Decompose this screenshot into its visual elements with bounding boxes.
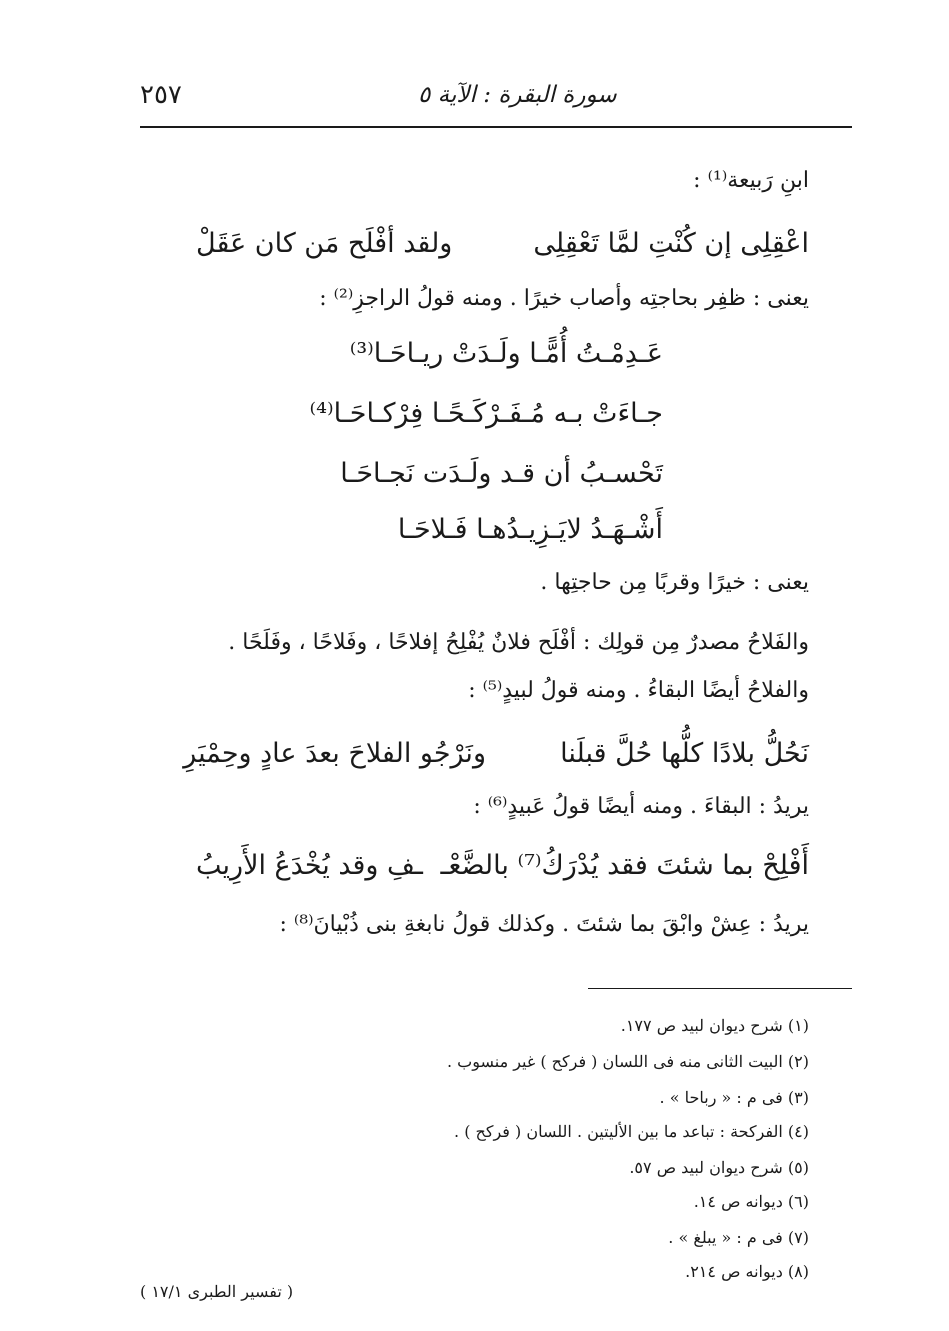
commentary-line: يعنى : ظفِر بحاجتِه وأصاب خيرًا . ومنه قولُ الراجزِ⁽²⁾ : [319, 286, 809, 311]
verse-3-second-hemistich: أَفْلِحْ بما شئتَ فقد يُدْرَكُ⁽⁷⁾ بالضَّعْـ [440, 850, 809, 881]
header-rule [140, 126, 852, 128]
book-reference: ( تفسير الطبرى ١٧/١ ) [140, 1282, 294, 1301]
footnote: (٥) شرح ديوان لبيد ص ٥٧. [629, 1158, 809, 1177]
footnote: (٨) ديوانه ص ٢١٤. [685, 1262, 809, 1281]
paragraph-line: والفلاحُ أيضًا البقاءُ . ومنه قولُ لبيدٍ⁽⁵⁾ : [468, 678, 809, 703]
verse-3-first-hemistich: ـفِ وقد يُخْدَعُ الأَرِيبُ [196, 850, 423, 881]
rajaz-line: أَشْـهَـدُ لايَـزِيـدُهـا فَـلاحَـا [397, 514, 663, 545]
verse-2-second-hemistich: نَحُلُّ بلادًا كلُّها حُلَّ قبلَنا [560, 738, 809, 769]
commentary-line: يريدُ : عِشْ وابْقَ بما شئتَ . وكذلك قولُ نابغةِ بنى ذُبْيانَ⁽⁸⁾ : [279, 912, 809, 937]
rajaz-line: جـاءَتْ بـه مُـفَـرْكَـحًـا فِرْكـاحَـا⁽⁴⁾ [309, 398, 663, 429]
page-number: ٢٥٧ [140, 80, 182, 110]
footnote: (٦) ديوانه ص ١٤. [693, 1192, 809, 1211]
footnote: (٧) فى م : « يبلغ » . [668, 1228, 809, 1247]
verse-1-first-hemistich: ولقد أفْلَح مَن كان عَقَلْ [196, 228, 453, 259]
paragraph-line: والفَلاحُ مصدرٌ مِن قولِك : أفْلَح فلانٌ يُفْلِحُ إفلاحًا ، وفَلاحًا ، وفَلَحًا . [228, 630, 809, 655]
footnote: (٤) الفركحة : تباعد ما بين الأليتين . اللسان ( فركح ) . [454, 1122, 809, 1141]
verse-2-first-hemistich: ونَرْجُو الفلاحَ بعدَ عادٍ وحِمْيَرِ [183, 738, 486, 769]
footnote: (٣) فى م : « رباحا » . [659, 1088, 809, 1107]
footnote: (٢) البيت الثانى منه فى اللسان ( فركح ) غير منسوب . [446, 1052, 809, 1071]
verse-1-second-hemistich: اعْقِلِى إن كُنْتِ لمَّا تَعْقِلِى [533, 228, 809, 259]
footnote: (١) شرح ديوان لبيد ص ١٧٧. [620, 1016, 809, 1035]
intro-line: ابنِ رَبيعة⁽¹⁾ : [693, 168, 809, 193]
rajaz-line: تَحْسـبُ أن قـد ولَـدَت نَجـاحَـا [340, 458, 663, 489]
commentary-line: يريدُ : البقاءَ . ومنه أيضًا قولُ عَبيدٍ⁽⁶⁾ : [473, 794, 809, 819]
rajaz-line: عَـدِمْـتُ أُمًّـا ولَـدَتْ ريـاحَـا⁽³⁾ [349, 338, 663, 369]
running-title: سورة البقرة : الآية ٥ [418, 82, 617, 108]
commentary-line: يعنى : خيرًا وقربًا مِن حاجتِها . [540, 570, 809, 595]
footnote-rule [588, 988, 852, 989]
